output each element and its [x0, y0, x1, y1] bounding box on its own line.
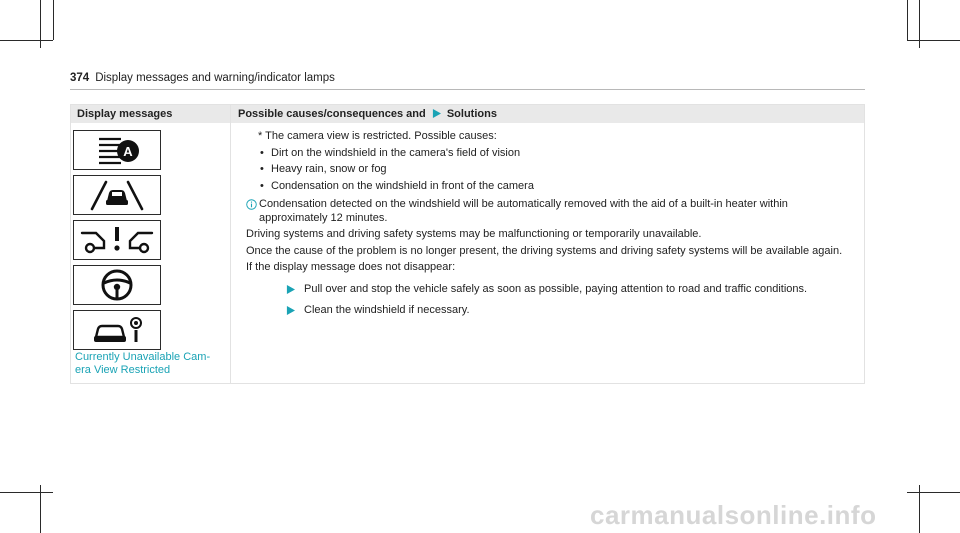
- solution-step: Clean the windshield if necessary.: [246, 304, 856, 318]
- paragraph: Once the cause of the problem is no longer present, the driving systems and driving safety systems will be available again.: [246, 244, 843, 257]
- paragraph: Driving systems and driving safety systems may be malfunctioning or temporarily unavailable.: [246, 228, 702, 240]
- column-divider: [230, 105, 231, 383]
- causes-and-solutions: [246, 130, 856, 322]
- info-icon: [246, 199, 257, 210]
- list-item: • Heavy rain, snow or fog: [260, 163, 387, 175]
- svg-text:A: A: [123, 144, 133, 159]
- crop-mark: [0, 492, 53, 493]
- display-message-caption: Currently Unavailable Cam-era View Restricted: [75, 351, 211, 376]
- lane-assist-warning-icon: [73, 220, 161, 260]
- camera-auto-icon: [73, 130, 161, 170]
- note-text: Condensation detected on the windshield will be automatically removed with the aid of a built-in heater within approximately 12 minutes.: [259, 198, 788, 224]
- list-item: • Dirt on the windshield in the camera's field of vision: [260, 146, 521, 159]
- intro-text: * The camera view is restricted. Possible causes:: [258, 130, 497, 142]
- crop-mark: [907, 0, 908, 40]
- crop-mark: [907, 40, 960, 41]
- section-title: Display messages and warning/indicator lamps: [95, 72, 335, 84]
- watermark: carmanualsonline.info: [590, 500, 877, 530]
- windshield-camera-icon: [73, 175, 161, 215]
- crop-mark: [907, 492, 960, 493]
- page-number: 374: [70, 72, 90, 84]
- list-item: • Condensation on the windshield in front of the camera: [260, 179, 534, 192]
- car-sensor-icon: [73, 310, 161, 350]
- page-header: [70, 72, 335, 84]
- col-display-messages-header: Display messages: [77, 108, 173, 120]
- solution-step: Pull over and stop the vehicle safely as soon as possible, paying attention to road and traffic conditions.: [246, 283, 856, 297]
- col-solutions-header: [238, 108, 497, 120]
- header-rule: [70, 89, 865, 90]
- paragraph: If the display message does not disappear:: [246, 261, 456, 273]
- table-header: [71, 105, 864, 123]
- steering-wheel-icon: [73, 265, 161, 305]
- col-solutions-label: Solutions: [446, 108, 497, 120]
- note: [246, 198, 856, 225]
- col-causes-label: Possible causes/consequences and: [238, 108, 426, 120]
- arrow-right-icon: [286, 306, 295, 315]
- arrow-right-icon: [432, 109, 441, 118]
- messages-table: [70, 104, 865, 384]
- arrow-right-icon: [286, 285, 295, 294]
- crop-mark: [53, 0, 54, 40]
- crop-mark: [0, 40, 53, 41]
